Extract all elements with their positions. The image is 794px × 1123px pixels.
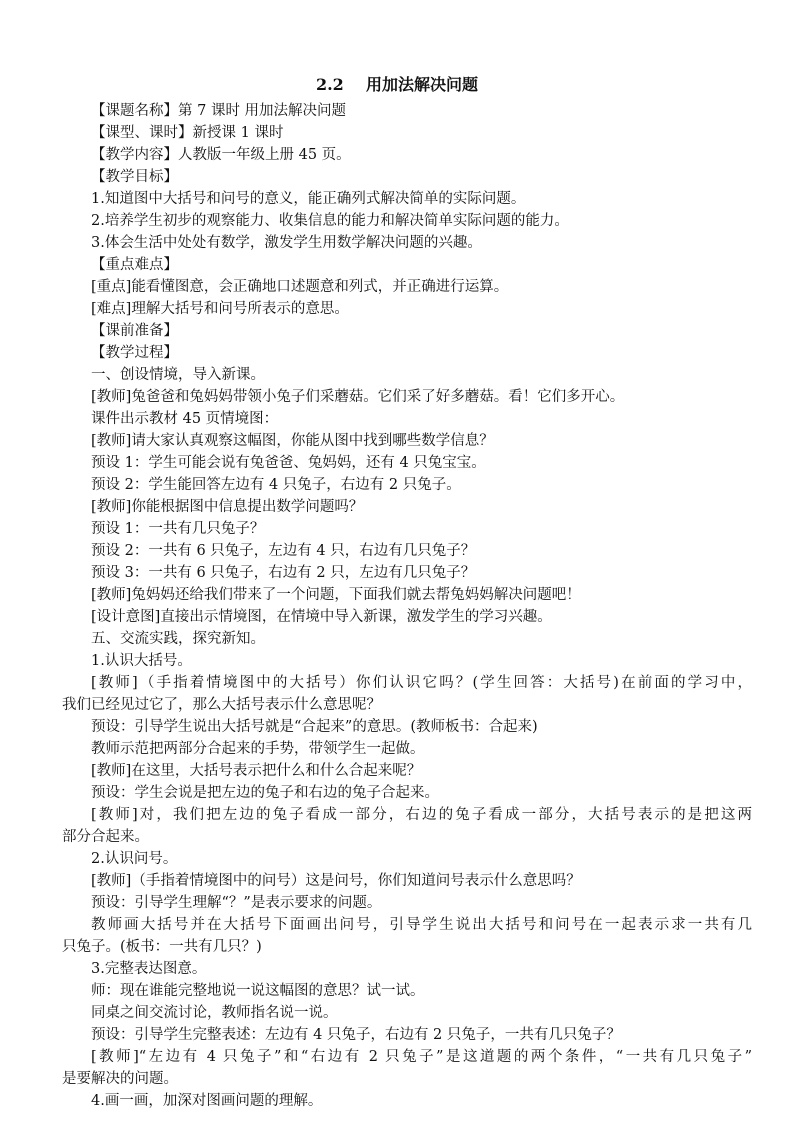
text-line: 4.画一画，加深对图画问题的理解。 (91, 1093, 323, 1109)
text-line: 我们已经见过它了，那么大括号表示什么意思呢？ (62, 697, 381, 713)
page-title: 2.2 用加法解决问题 (315, 75, 479, 94)
text-line: 【课型、课时】新授课 1 课时 (91, 125, 284, 141)
text-line: 同桌之间交流讨论，教师指名说一说。 (91, 1005, 338, 1021)
text-line: [教师]（手指着情境图中的问号）这是问号，你们知道问号表示什么意思吗？ (91, 873, 581, 889)
text-line: [教师]你能根据图中信息提出数学问题吗？ (91, 499, 364, 515)
text-line: 2.培养学生初步的观察能力、收集信息的能力和解决简单实际问题的能力。 (91, 213, 569, 229)
text-line: 3.完整表达图意。 (91, 961, 207, 977)
text-line: 只兔子。(板书：一共有几只？) (62, 939, 262, 955)
text-line: [教师]“左边有 4 只兔子”和“右边有 2 只兔子”是这道题的两个条件，“一共有几只兔子” (91, 1049, 752, 1065)
text-line: 【课题名称】第 7 课时 用加法解决问题 (91, 103, 347, 119)
text-line: [教师]在这里，大括号表示把什么和什么合起来呢？ (91, 763, 422, 779)
text-line: [设计意图]直接出示情境图，在情境中导入新课，激发学生的学习兴趣。 (91, 609, 552, 625)
text-line: 是要解决的问题。 (62, 1071, 178, 1087)
text-line: [教师]（手指着情境图中的大括号）你们认识它吗？(学生回答：大括号)在前面的学习中， (91, 675, 752, 691)
text-line: 【课前准备】 (91, 323, 178, 339)
text-line: 2.认识问号。 (91, 851, 178, 867)
text-line: [教师]请大家认真观察这幅图，你能从图中找到哪些数学信息？ (91, 433, 494, 449)
text-line: 教师示范把两部分合起来的手势，带领学生一起做。 (91, 741, 425, 757)
text-line: 1.认识大括号。 (91, 653, 192, 669)
text-line: 预设 1：一共有几只兔子？ (91, 521, 265, 537)
text-line: 预设 2：一共有 6 只兔子，左边有 4 只，右边有几只兔子？ (91, 543, 476, 559)
text-line: [教师]对，我们把左边的兔子看成一部分，右边的兔子看成一部分，大括号表示的是把这两 (91, 807, 752, 823)
text-line: 预设：引导学生完整表述：左边有 4 只兔子，右边有 2 只兔子，一共有几只兔子？ (91, 1027, 621, 1043)
text-line: 部分合起来。 (62, 829, 149, 845)
text-line: 预设 3：一共有 6 只兔子，右边有 2 只，左边有几只兔子？ (91, 565, 476, 581)
text-line: [教师]兔妈妈还给我们带来了一个问题，下面我们就去帮兔妈妈解决问题吧！ (91, 587, 581, 603)
text-line: 1.知道图中大括号和问号的意义，能正确列式解决简单的实际问题。 (91, 191, 526, 207)
text-line: 预设：学生会说是把左边的兔子和右边的兔子合起来。 (91, 785, 439, 801)
text-line: 【教学目标】 (91, 169, 178, 185)
text-line: 一、创设情境，导入新课。 (91, 367, 265, 383)
text-line: [重点]能看懂图意，会正确地口述题意和列式，并正确进行运算。 (91, 279, 509, 295)
text-line: [难点]理解大括号和问号所表示的意思。 (91, 301, 349, 317)
text-line: 【教学过程】 (91, 345, 178, 361)
text-line: 预设 1：学生可能会说有兔爸爸、兔妈妈，还有 4 只兔宝宝。 (91, 455, 486, 471)
text-line: 五、交流实践，探究新知。 (91, 631, 265, 647)
text-line: 3.体会生活中处处有数学，激发学生用数学解决问题的兴趣。 (91, 235, 482, 251)
text-line: [教师]兔爸爸和兔妈妈带领小兔子们采蘑菇。它们采了好多蘑菇。看！它们多开心。 (91, 389, 625, 405)
text-line: 预设 2：学生能回答左边有 4 只兔子，右边有 2 只兔子。 (91, 477, 461, 493)
text-line: 师：现在谁能完整地说一说这幅图的意思？试一试。 (91, 983, 425, 999)
text-line: 预设：引导学生理解“？”是表示要求的问题。 (91, 895, 382, 911)
text-line: 课件出示教材 45 页情境图： (91, 411, 279, 427)
text-line: 【教学内容】人教版一年级上册 45 页。 (91, 147, 351, 163)
text-line: 【重点难点】 (91, 257, 178, 273)
text-line: 教师画大括号并在大括号下面画出问号，引导学生说出大括号和问号在一起表示求一共有几 (91, 917, 752, 933)
text-line: 预设：引导学生说出大括号就是“合起来”的意思。(教师板书：合起来) (91, 719, 538, 735)
